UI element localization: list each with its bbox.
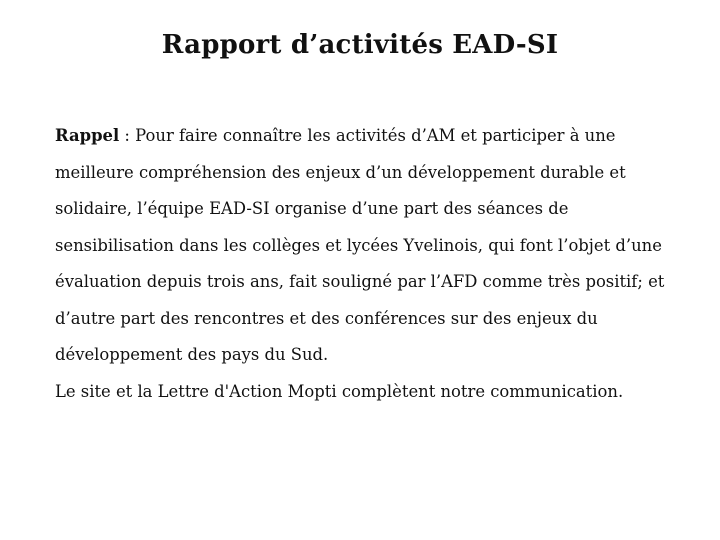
rappel-text: Pour faire connaître les activités d’AM et participer à une meilleure compréhension des enjeux d’un développement durable et solidaire, l’équipe EAD-SI organise d’une part des séances de sensibilisation dans les collèges et lycées Yvelinois, qui font l’objet d’une évaluation depuis trois ans, fait souligné par l’AFD comme très positif; et d’autre part des rencontres et des conférences sur des enjeux du développement des pays du Sud. <box>55 126 665 364</box>
rappel-separator: : <box>119 126 136 145</box>
paragraph-rappel <box>55 118 685 374</box>
paragraph-communication: Le site et la Lettre d'Action Mopti complètent notre communication. <box>55 381 624 401</box>
rappel-label: Rappel <box>55 126 120 145</box>
slide-title: Rapport d’activités EAD-SI <box>161 30 559 60</box>
slide-body <box>55 118 685 410</box>
